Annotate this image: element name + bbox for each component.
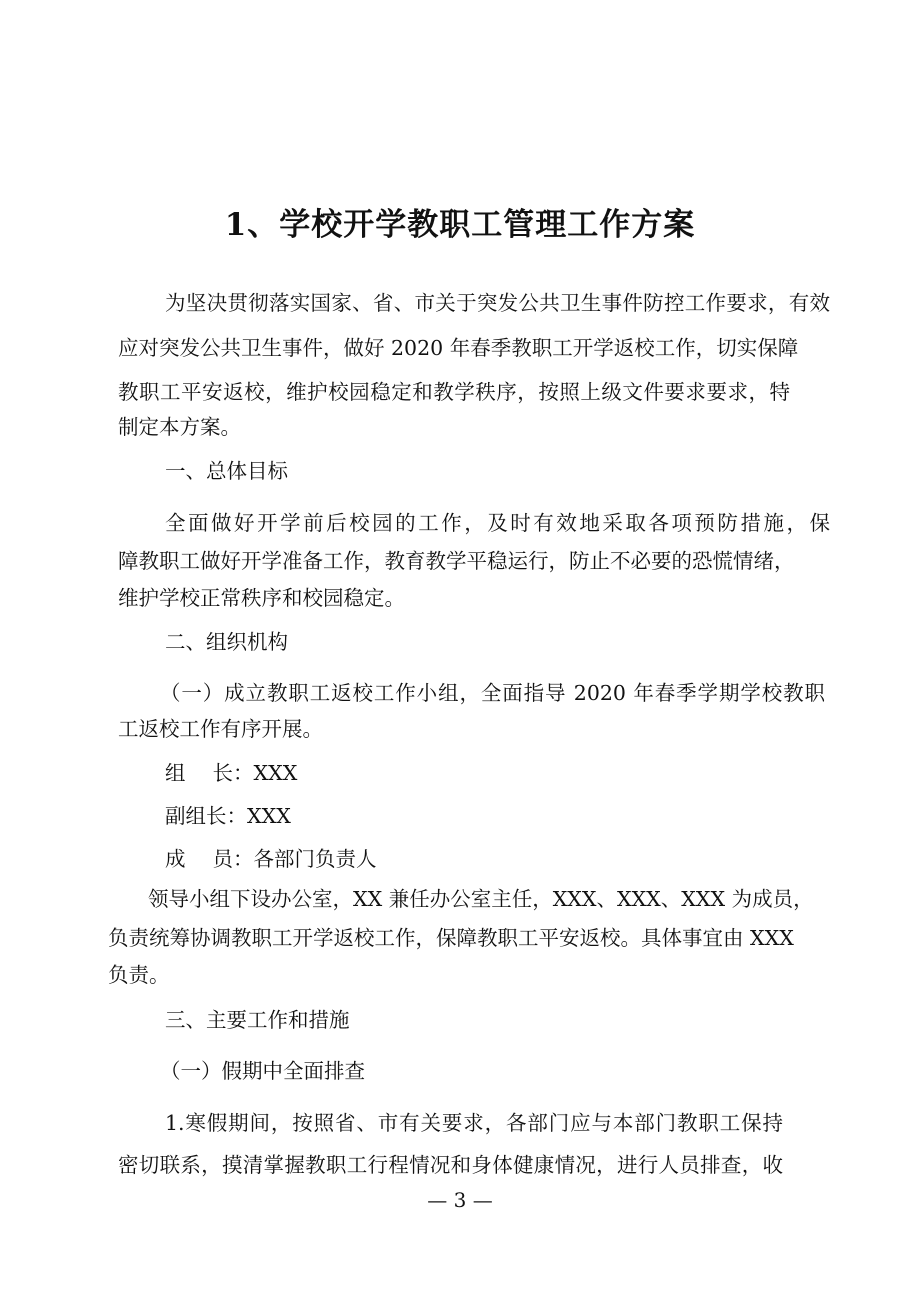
section-heading-measures: 三、主要工作和措施 — [165, 1008, 350, 1032]
section-heading-goals: 一、总体目标 — [165, 459, 288, 483]
measures-item1-line-2: 密切联系，摸清掌握教职工行程情况和身体健康情况，进行人员排查，收 — [118, 1153, 783, 1177]
document-title: 1、学校开学教职工管理工作方案 — [224, 207, 696, 243]
intro-line-1: 为坚决贯彻落实国家、省、市关于突发公共卫生事件防控工作要求，有效 — [165, 291, 830, 315]
intro-line-2: 应对突发公共卫生事件，做好 2020 年春季教职工开学返校工作，切实保障 — [118, 336, 799, 360]
group-members: 成 员：各部门负责人 — [165, 847, 377, 871]
measures-sub1-heading: （一）假期中全面排查 — [160, 1059, 365, 1083]
goals-line-1: 全面做好开学前后校园的工作，及时有效地采取各项预防措施，保 — [165, 511, 830, 535]
organization-sub1-line-1: （一）成立教职工返校工作小组，全面指导 2020 年春季学期学校教职 — [160, 681, 825, 705]
measures-item1-line-1: 1.寒假期间，按照省、市有关要求，各部门应与本部门教职工保持 — [165, 1111, 783, 1135]
group-leader: 组 长：XXX — [165, 761, 298, 785]
group-deputy-leader: 副组长：XXX — [165, 804, 291, 828]
goals-line-2: 障教职工做好开学准备工作，教育教学平稳运行，防止不必要的恐慌情绪， — [118, 549, 795, 573]
goals-line-3: 维护学校正常秩序和校园稳定。 — [118, 586, 405, 610]
office-line-1: 领导小组下设办公室，XX 兼任办公室主任，XXX、XXX、XXX 为成员， — [148, 887, 814, 911]
page-number: — 3 — — [427, 1188, 493, 1212]
office-line-2: 负责统筹协调教职工开学返校工作，保障教职工平安返校。具体事宜由 XXX — [108, 926, 794, 950]
intro-line-4: 制定本方案。 — [118, 415, 241, 439]
section-heading-organization: 二、组织机构 — [165, 630, 288, 654]
intro-line-3: 教职工平安返校，维护校园稳定和教学秩序，按照上级文件要求要求，特 — [118, 380, 790, 404]
organization-sub1-line-2: 工返校工作有序开展。 — [118, 717, 323, 741]
office-line-3: 负责。 — [108, 963, 170, 987]
